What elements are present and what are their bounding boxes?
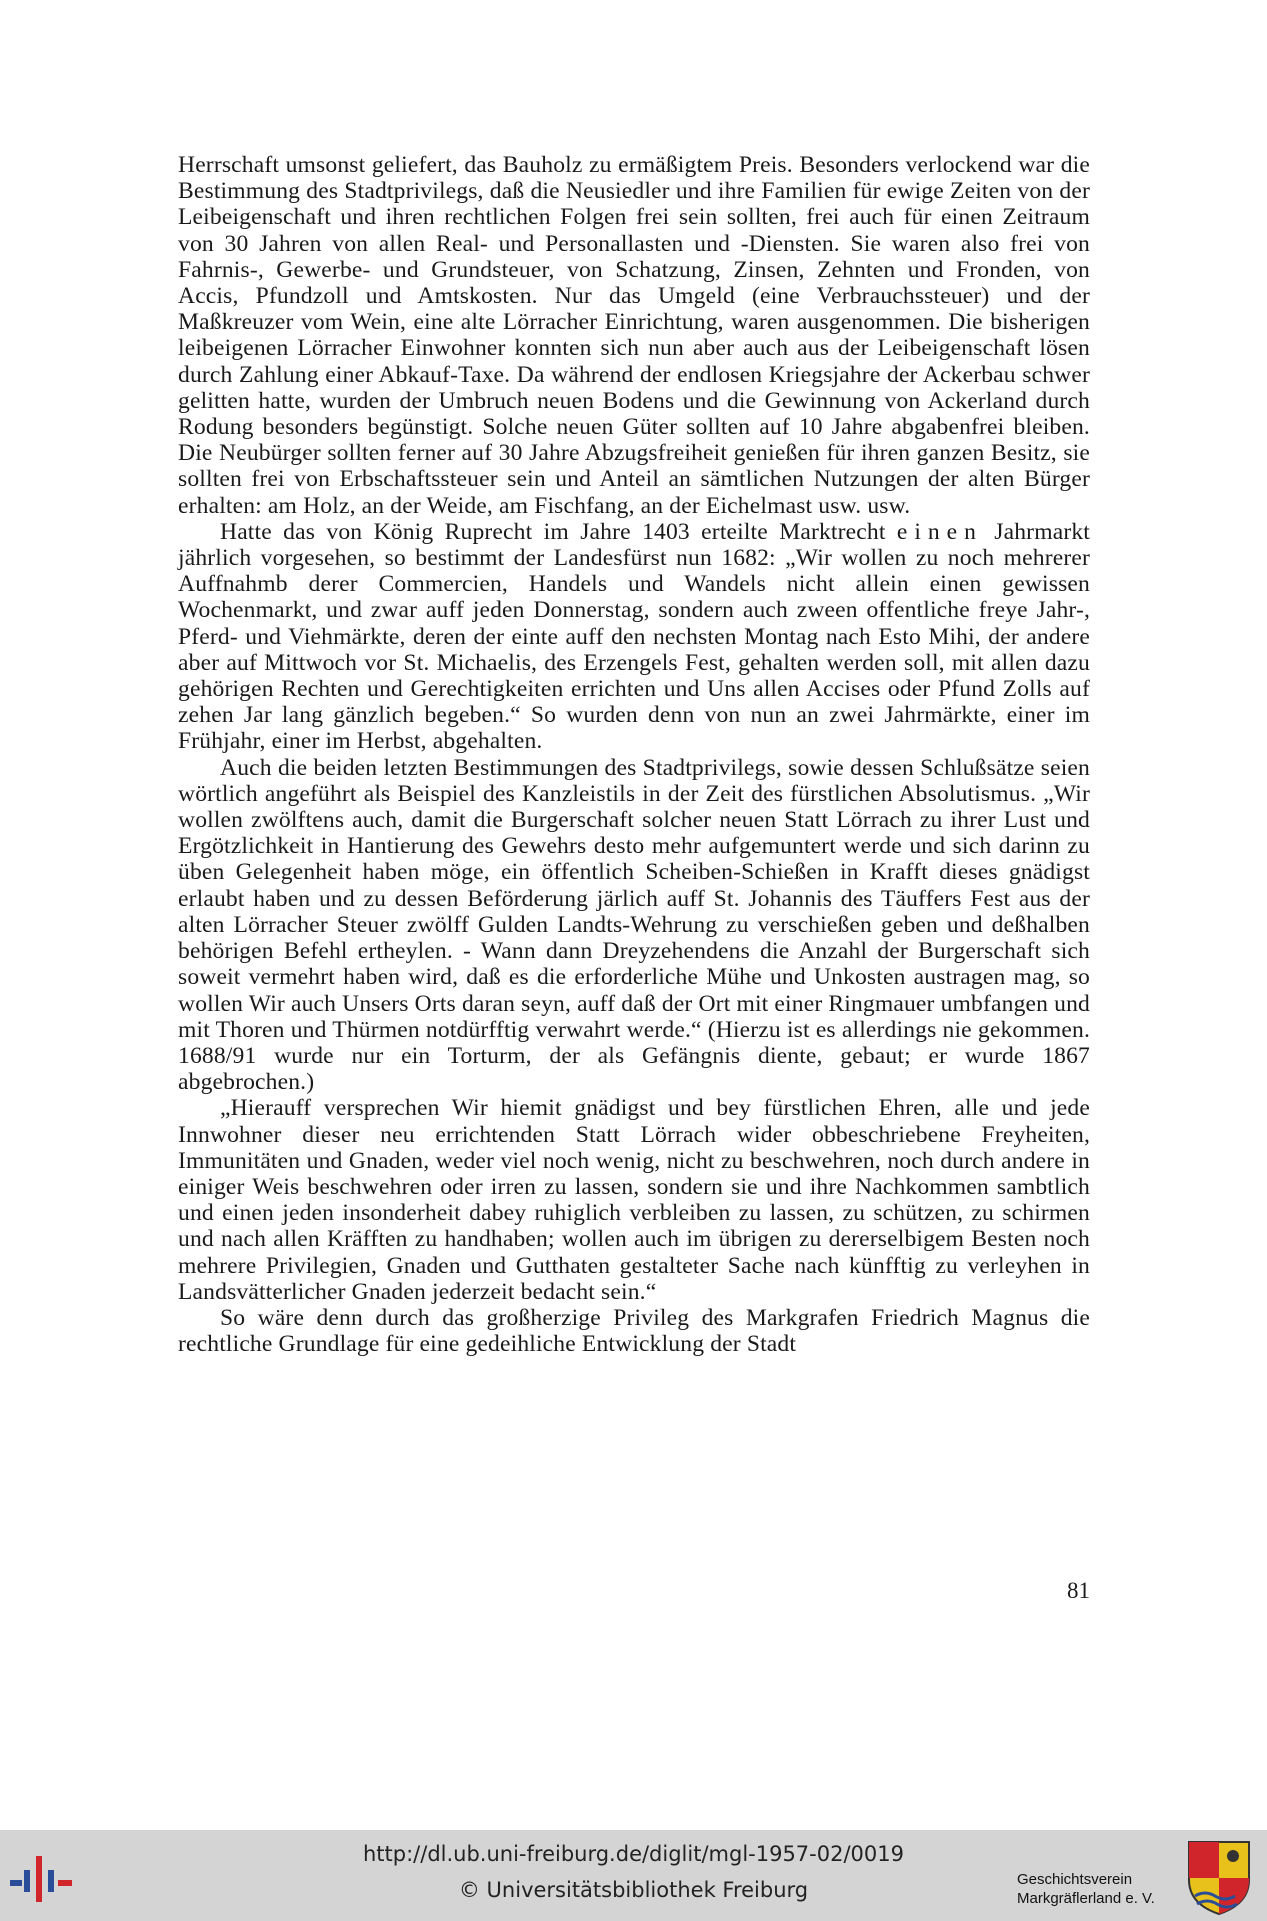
footer-bar (0, 1830, 1267, 1921)
paragraph-3: Auch die beiden letzten Bestimmungen des Stadtprivilegs, sowie dessen Schlußsätze seien wörtlich angeführt als Beispiel des Kanzleistils in der Zeit des fürstlichen Absolutismus. „Wir wollen zwölftens auch, damit die Burgerschaft solcher neuen Statt Lörrach zu ihrer Lust und Ergötzlichkeit in Hantierung des Gewehrs desto mehr aufgemuntert werde und sich darinn zu üben Gelegenheit haben möge, ein öffentlich Scheiben-Schießen in Krafft dieses gnädigst erlaubt haben und zu dessen Beförderung järlich auff St. Johannis des Täuffers Fest aus der alten Lörracher Steuer zwölff Gulden Landts-Wehrung zu verschießen geben und deßhalben behörigen Befehl ertheylen. - Wann dann Dreyzehendens die Anzahl der Burgerschaft sich soweit vermehrt haben wird, daß es die erforderliche Mühe und Unkosten austragen mag, so wollen Wir auch Unsers Orts daran seyn, auff daß der Ort mit einer Ringmauer umbfangen und mit Thoren und Thürmen notdürfftig verwahrt werde.“ (Hierzu ist es allerdings nie gekommen. 1688/91 wurde nur ein Torturm, der als Gefängnis diente, gebaut; er wurde 1867 abgebrochen.) (178, 754, 1090, 1096)
footer-society-name: Geschichtsverein Markgräflerland e. V. (1017, 1871, 1155, 1907)
paragraph-1: Herrschaft umsonst geliefert, das Bauholz zu ermäßigtem Preis. Besonders verlockend war die Bestimmung des Stadtprivilegs, daß die Neusiedler und ihre Familien für ewige Zeiten von der Leibeigenschaft und ihren rechtlichen Folgen frei sein sollten, frei auch für einen Zeitraum von 30 Jahren von allen Real- und Personallasten und -Diensten. Sie waren also frei von Fahrnis-, Gewerbe- und Grundsteuer, von Schatzung, Zinsen, Zehnten und Fronden, von Accis, Pfundzoll und Amtskosten. Nur das Umgeld (eine Verbrauchssteuer) und der Maßkreuzer vom Wein, eine alte Lörracher Einrichtung, waren ausgenommen. Die bisherigen leibeigenen Lörracher Einwohner konnten sich nun aber auch aus der Leibeigenschaft lösen durch Zahlung einer Abkauf-Taxe. Da während der endlosen Kriegsjahre der Ackerbau schwer gelitten hatte, wurden der Umbruch neuen Bodens und die Gewinnung von Ackerland durch Rodung besonders begünstigt. Solche neuen Güter sollten auf 10 Jahre abgabenfrei bleiben. Die Neubürger sollten ferner auf 30 Jahre Abzugsfreiheit genießen für ihren ganzen Besitz, sie sollten frei von Erbschaftssteuer sein und Anteil an sämtlichen Nutzungen der alten Bürger erhalten: am Holz, an der Weide, am Fischfang, an der Eichelmast usw. usw. (178, 152, 1090, 519)
page-number: 81 (1067, 1578, 1090, 1603)
body-text (178, 152, 1090, 1357)
paragraph-5: So wäre denn durch das großherzige Privileg des Markgrafen Friedrich Magnus die rechtliche Grundlage für eine gedeihliche Entwicklung der Stadt (178, 1304, 1090, 1358)
paragraph-2: Hatte das von König Ruprecht im Jahre 1403 erteilte Marktrecht einen Jahrmarkt jährlich vorgesehen, so bestimmt der Landesfürst nun 1682: „Wir wollen zu noch mehrerer Auffnahmb derer Commercien, Handels und Wandels nicht allein einen gewissen Wochenmarkt, und zwar auff jeden Donnerstag, sondern auch zween offentliche freye Jahr-, Pferd- und Viehmärkte, deren der einte auff den nechsten Montag nach Esto Mihi, der andere aber auf Mittwoch vor St. Michaelis, des Erzengels Fest, gehalten werden soll, mit allen dazu gehörigen Rechten und Gerechtigkeiten errichten und Uns allen Accises oder Pfund Zolls auf zehen Jar lang gänzlich begeben.“ So wurden denn von nun an zwei Jahrmärkte, einer im Frühjahr, einer im Herbst, abgehalten. (178, 518, 1090, 755)
coat-of-arms-icon[interactable] (1185, 1838, 1253, 1916)
paragraph-4: „Hierauff versprechen Wir hiemit gnädigst und bey fürstlichen Ehren, alle und jede Innwohner dieser neu errichtenden Statt Lörrach wider obbeschriebene Freyheiten, Immunitäten und Gnaden, weder viel noch wenig, nicht zu beschwehren, noch durch andere in einiger Weis beschwehren oder irren zu lassen, sondern sie und ihre Nachkommen sambtlich und einen jeden insonderheit dabey ruhiglich verbleiben zu lassen, zu schützen, zu schirmen und nach allen Kräfften zu handhaben; wollen auch im übrigen zu dererselbigem Besten noch mehrere Privilegien, Gnaden und Gutthaten gestalteter Sache nach künfftig zu verleyhen in Landsvätterlicher Gnaden jederzeit bedacht sein.“ (178, 1095, 1090, 1305)
footer-url-link[interactable]: http://dl.ub.uni-freiburg.de/diglit/mgl-1957-02/0019 (362, 1842, 904, 1866)
footer-copyright: © Universitätsbibliothek Freiburg (458, 1878, 809, 1902)
emphasized-word: einen (896, 518, 983, 545)
